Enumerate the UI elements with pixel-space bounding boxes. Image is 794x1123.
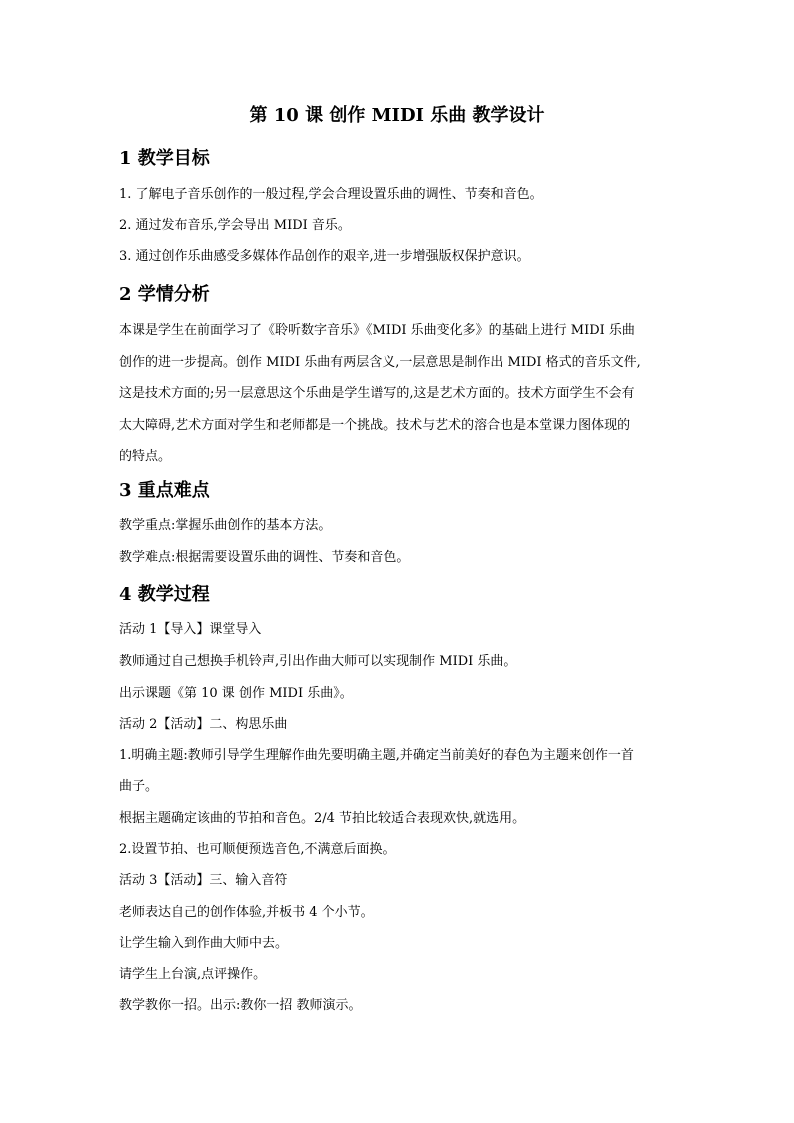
process-line: 活动 3【活动】三、输入音符 [119, 873, 288, 888]
process-line: 老师表达自己的创作体验,并板书 4 个小节。 [119, 905, 374, 920]
section-heading-analysis: 2 学情分析 [119, 284, 210, 305]
process-line: 1.明确主题:教师引导学生理解作曲先要明确主题,并确定当前美好的春色为主题来创作一首 [119, 748, 634, 763]
key-point-line: 教学重点:掌握乐曲创作的基本方法。 [119, 518, 332, 533]
analysis-line: 太大障碍,艺术方面对学生和老师都是一个挑战。技术与艺术的溶合也是本堂课力图体现的 [119, 417, 631, 433]
process-line: 让学生输入到作曲大师中去。 [119, 936, 289, 951]
analysis-paragraph [119, 315, 679, 473]
section-heading-objectives: 1 教学目标 [119, 148, 210, 169]
process-line: 出示课题《第 10 课 创作 MIDI 乐曲》。 [119, 686, 353, 701]
document-title: 第 10 课 创作 MIDI 乐曲 教学设计 [249, 105, 545, 126]
objective-line-3: 3. 通过创作乐曲感受多媒体作品创作的艰辛,进一步增强版权保护意识。 [119, 249, 530, 264]
process-line: 教学教你一招。出示:教你一招 教师演示。 [119, 998, 362, 1013]
process-line: 2.设置节拍、也可顺便预选音色,不满意后面换。 [119, 842, 396, 857]
process-line: 根据主题确定该曲的节拍和音色。2/4 节拍比较适合表现欢快,就选用。 [119, 811, 526, 826]
analysis-line: 这是技术方面的;另一层意思这个乐曲是学生谱写的,这是艺术方面的。技术方面学生不会有 [119, 386, 635, 401]
process-line: 曲子。 [119, 779, 159, 794]
analysis-line: 的特点。 [119, 449, 172, 464]
objective-line-2: 2. 通过发布音乐,学会导出 MIDI 音乐。 [119, 218, 351, 233]
process-line: 请学生上台演,点评操作。 [119, 967, 267, 982]
process-line: 活动 2【活动】二、构思乐曲 [119, 717, 288, 732]
section-heading-process: 4 教学过程 [119, 584, 210, 605]
section-heading-key-points: 3 重点难点 [119, 480, 210, 501]
objective-line-1: 1. 了解电子音乐创作的一般过程,学会合理设置乐曲的调性、节奏和音色。 [119, 187, 543, 202]
difficulty-line: 教学难点:根据需要设置乐曲的调性、节奏和音色。 [119, 550, 410, 565]
process-line: 活动 1【导入】课堂导入 [119, 622, 262, 637]
analysis-line: 创作的进一步提高。创作 MIDI 乐曲有两层含义,一层意思是制作出 MIDI 格式的音乐文件, [119, 354, 641, 370]
analysis-line: 本课是学生在前面学习了《聆听数字音乐》《MIDI 乐曲变化多》的基础上进行 MIDI 乐曲 [119, 323, 635, 338]
process-line: 教师通过自己想换手机铃声,引出作曲大师可以实现制作 MIDI 乐曲。 [119, 654, 517, 669]
